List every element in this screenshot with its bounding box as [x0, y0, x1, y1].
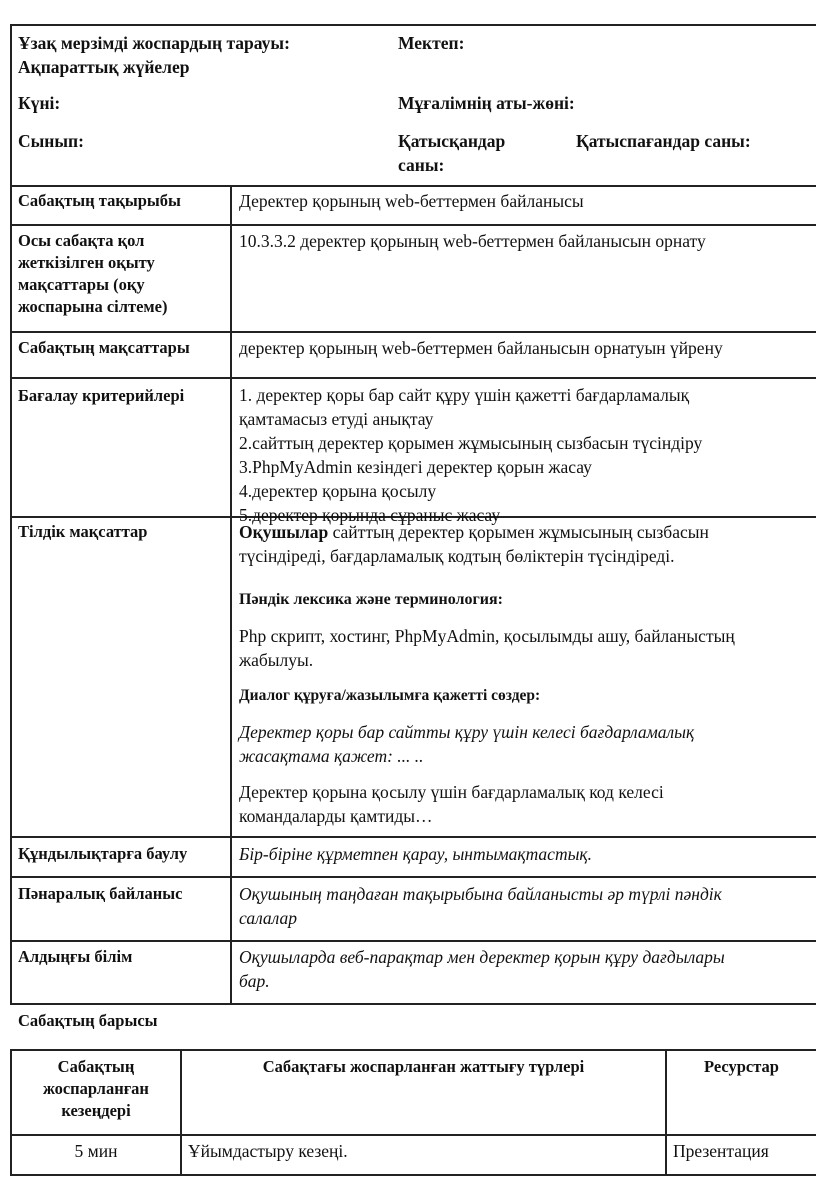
stage-time: 5 мин	[74, 1141, 118, 1161]
cross-label: Пәнаралық байланыс	[18, 884, 183, 903]
absent-count-label: Қатыспағандар саны:	[576, 131, 751, 151]
criteria-item: 1. деректер қоры бар сайт құру үшін қажетті бағдарламалық	[239, 385, 690, 405]
stages-header: Сабақтың жоспарланған кезеңдері	[43, 1057, 149, 1120]
criteria-item: 5.деректер қорында сұраныс жасау	[239, 505, 501, 525]
table-left-border	[10, 24, 12, 1004]
pupils-bold: Оқушылар	[239, 522, 329, 542]
criteria-label: Бағалау критерийлері	[18, 386, 185, 405]
row-border	[10, 836, 816, 838]
activities-header: Сабақтағы жоспарланған жаттығу түрлері	[262, 1057, 585, 1076]
prior-value: Оқушыларда веб-парақтар мен деректер қорын құру дағдылары бар.	[239, 947, 725, 991]
topic-label: Сабақтың тақырыбы	[18, 191, 181, 210]
prior-label: Алдыңғы білім	[18, 947, 133, 966]
language-block: Оқушылар сайттың деректер қорымен жұмысының сызбасын түсіндіреді, бағдарламалық кодтың бөліктерін түсіндіреді. Пәндік лексика және терминология: Php скрипт, хостинг, PhpMyAdmin, қосылымды ашу, байланыстың жабылуы. Диалог құруға/жазылымға қажетті сөздер: Деректер қоры бар сайтты құру үшін келесі бағдарламалық жасақтама қажет: ... .. Деректер қорына қосылу үшін бағдарламалық код келесі командаларды қамтиды…	[239, 520, 814, 828]
row-border	[10, 331, 816, 333]
lexicon-line: Php скрипт, хостинг, PhpMyAdmin, қосылымды ашу, байланыстың	[239, 626, 735, 646]
class-label: Сынып:	[18, 131, 84, 151]
row-border	[10, 224, 816, 226]
teacher-label: Мұғалімнің аты-жөні:	[398, 93, 575, 113]
progress-header-bottom	[10, 1134, 816, 1136]
dialog-heading: Диалог құруға/жазылымға қажетті сөздер:	[239, 687, 541, 704]
progress-table-top	[10, 1049, 816, 1051]
stage-resource: Презентация	[673, 1141, 769, 1161]
lexicon-line: жабылуы.	[239, 650, 314, 670]
language-label: Тілдік мақсаттар	[18, 522, 148, 541]
unit-value: Ақпараттық жүйелер	[18, 57, 190, 77]
school-label: Мектеп:	[398, 33, 465, 53]
progress-heading: Сабақтың барысы	[18, 1011, 158, 1030]
criteria-list	[239, 383, 702, 527]
column-divider	[230, 185, 232, 1004]
criteria-item: қамтамасыз етуді анықтау	[239, 409, 434, 429]
values-label: Құндылықтарға баулу	[18, 844, 188, 863]
table-bottom-border	[10, 1003, 816, 1005]
objectives-value: 10.3.3.2 деректер қорының web-беттермен байланысын орнату	[239, 231, 706, 251]
dialog-italic-line: Деректер қоры бар сайтты құру үшін келесі бағдарламалық	[239, 722, 695, 742]
criteria-item: 2.сайттың деректер қорымен жұмысының сызбасын түсіндіру	[239, 433, 703, 453]
present-count-label-2: саны:	[398, 155, 445, 175]
values-value: Бір-біріне құрметпен қарау, ынтымақтастық.	[239, 844, 592, 864]
dialog-italic-line: жасақтама қажет: ... ..	[239, 746, 424, 766]
row-border	[10, 940, 816, 942]
lexicon-heading: Пәндік лексика және терминология:	[239, 591, 503, 608]
goals-value: деректер қорының web-беттермен байланысын орнатуын үйрену	[239, 338, 723, 358]
criteria-item: 4.деректер қорына қосылу	[239, 481, 437, 501]
present-count-label: Қатысқандар	[398, 131, 506, 151]
table-top-border	[10, 24, 816, 26]
objectives-label: Осы сабақта қол жеткізілген оқыту мақсаттары (оқу жоспарына сілтеме)	[18, 231, 168, 316]
resources-header: Ресурстар	[704, 1057, 779, 1076]
unit-label: Ұзақ мерзімді жоспардың тарауы:	[18, 33, 290, 53]
cross-value: Оқушының таңдаған тақырыбына байланысты әр түрлі пәндік салалар	[239, 884, 722, 928]
row-border	[10, 377, 816, 379]
progress-row-bottom	[10, 1174, 816, 1176]
topic-value: Деректер қорының web-беттермен байланысы	[239, 191, 584, 211]
row-border	[10, 876, 816, 878]
dialog-plain-line: Деректер қорына қосылу үшін бағдарламалық код келесі	[239, 782, 664, 802]
goals-label: Сабақтың мақсаттары	[18, 338, 190, 357]
date-label: Күні:	[18, 93, 61, 113]
header-bottom-border	[10, 185, 816, 187]
stage-activity: Ұйымдастыру кезеңі.	[188, 1141, 348, 1161]
dialog-plain-line: командаларды қамтиды…	[239, 806, 433, 826]
criteria-item: 3.PhpMyAdmin кезіндегі деректер қорын жасау	[239, 457, 592, 477]
